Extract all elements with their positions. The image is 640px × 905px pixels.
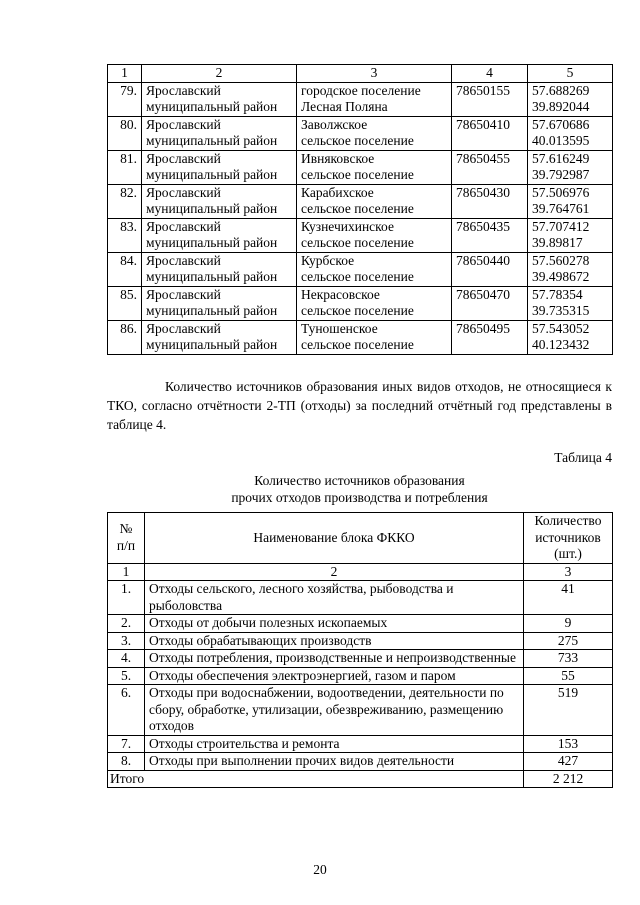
coords-cell xyxy=(528,150,613,184)
row-number: 80. xyxy=(108,116,142,150)
cell-line: 57.616249 xyxy=(532,150,590,166)
settlement-cell xyxy=(297,116,452,150)
fkko-block-name: Отходы строительства и ремонта xyxy=(145,735,524,753)
total-label: Итого xyxy=(108,770,524,788)
oktmo-code: 78650495 xyxy=(452,320,528,354)
cell-line: Кузнечихинское xyxy=(301,218,394,234)
table-row xyxy=(108,581,613,615)
cell-line: Ярославский xyxy=(146,184,221,200)
cell-line: муниципальный район xyxy=(146,303,278,318)
cell-line: городское поселение xyxy=(301,82,421,98)
table-row xyxy=(108,685,613,736)
district-cell xyxy=(142,320,297,354)
source-count: 153 xyxy=(524,735,613,753)
cell-line: Курбское xyxy=(301,252,355,268)
header-num: № п/п xyxy=(108,513,145,564)
cell-line: 39.892044 xyxy=(532,99,590,114)
cell-line: Ярославский xyxy=(146,320,221,336)
row-number: 84. xyxy=(108,252,142,286)
cell-line: сельское поселение xyxy=(301,303,414,318)
row-number: 8. xyxy=(108,753,145,771)
row-number: 1. xyxy=(108,581,145,615)
table-title-line: Количество источников образования xyxy=(254,473,465,488)
fkko-block-name: Отходы обрабатывающих производств xyxy=(145,632,524,650)
row-number: 86. xyxy=(108,320,142,354)
waste-sources-table xyxy=(107,512,613,788)
source-count: 41 xyxy=(524,581,613,615)
col-index: 2 xyxy=(142,65,297,83)
cell-line: 39.735315 xyxy=(532,303,590,318)
oktmo-code: 78650435 xyxy=(452,218,528,252)
oktmo-code: 78650155 xyxy=(452,82,528,116)
source-count: 733 xyxy=(524,650,613,668)
cell-line: муниципальный район xyxy=(146,201,278,216)
coords-cell xyxy=(528,218,613,252)
coords-cell xyxy=(528,82,613,116)
oktmo-code: 78650430 xyxy=(452,184,528,218)
fkko-block-name: Отходы при водоснабжении, водоотведении, деятельности по сбору, обработке, утилизации, обезвреживанию, размещению отходов xyxy=(145,685,524,736)
oktmo-code: 78650410 xyxy=(452,116,528,150)
district-cell xyxy=(142,218,297,252)
cell-line: муниципальный район xyxy=(146,133,278,148)
cell-line: Ярославский xyxy=(146,82,221,98)
table-header-row xyxy=(108,65,613,83)
col-index: 5 xyxy=(528,65,613,83)
cell-line: Туношенское xyxy=(301,320,378,336)
cell-line: 57.506976 xyxy=(532,184,590,200)
col-index: 3 xyxy=(297,65,452,83)
cell-line: Ярославский xyxy=(146,116,221,132)
table-row xyxy=(108,218,613,252)
coords-cell xyxy=(528,184,613,218)
cell-line: Некрасовское xyxy=(301,286,380,302)
district-cell xyxy=(142,252,297,286)
cell-line: сельское поселение xyxy=(301,235,414,250)
settlement-cell xyxy=(297,286,452,320)
cell-line: 57.543052 xyxy=(532,320,590,336)
cell-line: 39.89817 xyxy=(532,235,583,250)
cell-line: 39.792987 xyxy=(532,167,590,182)
row-number: 6. xyxy=(108,685,145,736)
cell-line: сельское поселение xyxy=(301,167,414,182)
cell-line: 57.707412 xyxy=(532,218,590,234)
district-cell xyxy=(142,116,297,150)
cell-line: 57.670686 xyxy=(532,116,590,132)
oktmo-code: 78650440 xyxy=(452,252,528,286)
table-row xyxy=(108,615,613,633)
source-count: 55 xyxy=(524,667,613,685)
cell-line: 57.688269 xyxy=(532,82,590,98)
table-row xyxy=(108,667,613,685)
row-number: 7. xyxy=(108,735,145,753)
row-number: 79. xyxy=(108,82,142,116)
col-index: 4 xyxy=(452,65,528,83)
cell-line: Ярославский xyxy=(146,150,221,166)
cell-line: 40.123432 xyxy=(532,337,590,352)
table-row xyxy=(108,632,613,650)
coords-cell xyxy=(528,320,613,354)
cell-line: муниципальный район xyxy=(146,269,278,284)
body-paragraph: Количество источников образования иных видов отходов, не относящиеся к ТКО, согласно отчётности 2-ТП (отходы) за последний отчётный год представлены в таблице 4. xyxy=(107,379,612,432)
row-number: 81. xyxy=(108,150,142,184)
coords-cell xyxy=(528,286,613,320)
district-cell xyxy=(142,150,297,184)
header-name: Наименование блока ФККО xyxy=(145,513,524,564)
settlement-cell xyxy=(297,252,452,286)
table-row xyxy=(108,150,613,184)
source-count: 275 xyxy=(524,632,613,650)
table-row xyxy=(108,286,613,320)
row-number: 5. xyxy=(108,667,145,685)
settlement-cell xyxy=(297,184,452,218)
table-row xyxy=(108,753,613,771)
col-index: 1 xyxy=(108,563,145,581)
page-number: 20 xyxy=(313,862,327,877)
coords-cell xyxy=(528,116,613,150)
row-number: 3. xyxy=(108,632,145,650)
row-number: 2. xyxy=(108,615,145,633)
fkko-block-name: Отходы потребления, производственные и непроизводственные xyxy=(145,650,524,668)
settlements-table xyxy=(107,64,613,355)
district-cell xyxy=(142,184,297,218)
settlement-cell xyxy=(297,150,452,184)
source-count: 9 xyxy=(524,615,613,633)
cell-line: Лесная Поляна xyxy=(301,99,388,114)
row-number: 85. xyxy=(108,286,142,320)
district-cell xyxy=(142,82,297,116)
cell-line: Ярославский xyxy=(146,286,221,302)
source-count: 427 xyxy=(524,753,613,771)
oktmo-code: 78650470 xyxy=(452,286,528,320)
fkko-block-name: Отходы при выполнении прочих видов деятельности xyxy=(145,753,524,771)
oktmo-code: 78650455 xyxy=(452,150,528,184)
cell-line: сельское поселение xyxy=(301,337,414,352)
fkko-block-name: Отходы сельского, лесного хозяйства, рыбоводства и рыболовства xyxy=(145,581,524,615)
table-row xyxy=(108,320,613,354)
cell-line: 39.498672 xyxy=(532,269,590,284)
total-value: 2 212 xyxy=(524,770,613,788)
row-number: 83. xyxy=(108,218,142,252)
table-row xyxy=(108,650,613,668)
fkko-block-name: Отходы от добычи полезных ископаемых xyxy=(145,615,524,633)
cell-line: муниципальный район xyxy=(146,337,278,352)
cell-line: 40.013595 xyxy=(532,133,590,148)
col-index: 3 xyxy=(524,563,613,581)
settlement-cell xyxy=(297,82,452,116)
table-row xyxy=(108,735,613,753)
cell-line: Карабихское xyxy=(301,184,374,200)
cell-line: сельское поселение xyxy=(301,133,414,148)
cell-line: муниципальный район xyxy=(146,167,278,182)
header-count: Количество источников (шт.) xyxy=(524,513,613,564)
table-row xyxy=(108,252,613,286)
table-row xyxy=(108,116,613,150)
table-label: Таблица 4 xyxy=(554,450,612,465)
table-header-row xyxy=(108,513,613,564)
source-count: 519 xyxy=(524,685,613,736)
row-number: 4. xyxy=(108,650,145,668)
table-title xyxy=(107,472,612,506)
settlement-cell xyxy=(297,320,452,354)
settlement-cell xyxy=(297,218,452,252)
table-title-line: прочих отходов производства и потребления xyxy=(231,490,488,505)
coords-cell xyxy=(528,252,613,286)
fkko-block-name: Отходы обеспечения электроэнергией, газом и паром xyxy=(145,667,524,685)
table-row xyxy=(108,82,613,116)
cell-line: Ивняковское xyxy=(301,150,375,166)
cell-line: муниципальный район xyxy=(146,99,278,114)
col-index: 1 xyxy=(108,65,142,83)
table-total-row xyxy=(108,770,613,788)
cell-line: 39.764761 xyxy=(532,201,590,216)
cell-line: Ярославский xyxy=(146,252,221,268)
cell-line: сельское поселение xyxy=(301,201,414,216)
district-cell xyxy=(142,286,297,320)
cell-line: 57.78354 xyxy=(532,286,583,302)
cell-line: муниципальный район xyxy=(146,235,278,250)
row-number: 82. xyxy=(108,184,142,218)
cell-line: Ярославский xyxy=(146,218,221,234)
col-index: 2 xyxy=(145,563,524,581)
table-index-row xyxy=(108,563,613,581)
table-row xyxy=(108,184,613,218)
cell-line: сельское поселение xyxy=(301,269,414,284)
cell-line: 57.560278 xyxy=(532,252,590,268)
cell-line: Заволжское xyxy=(301,116,368,132)
